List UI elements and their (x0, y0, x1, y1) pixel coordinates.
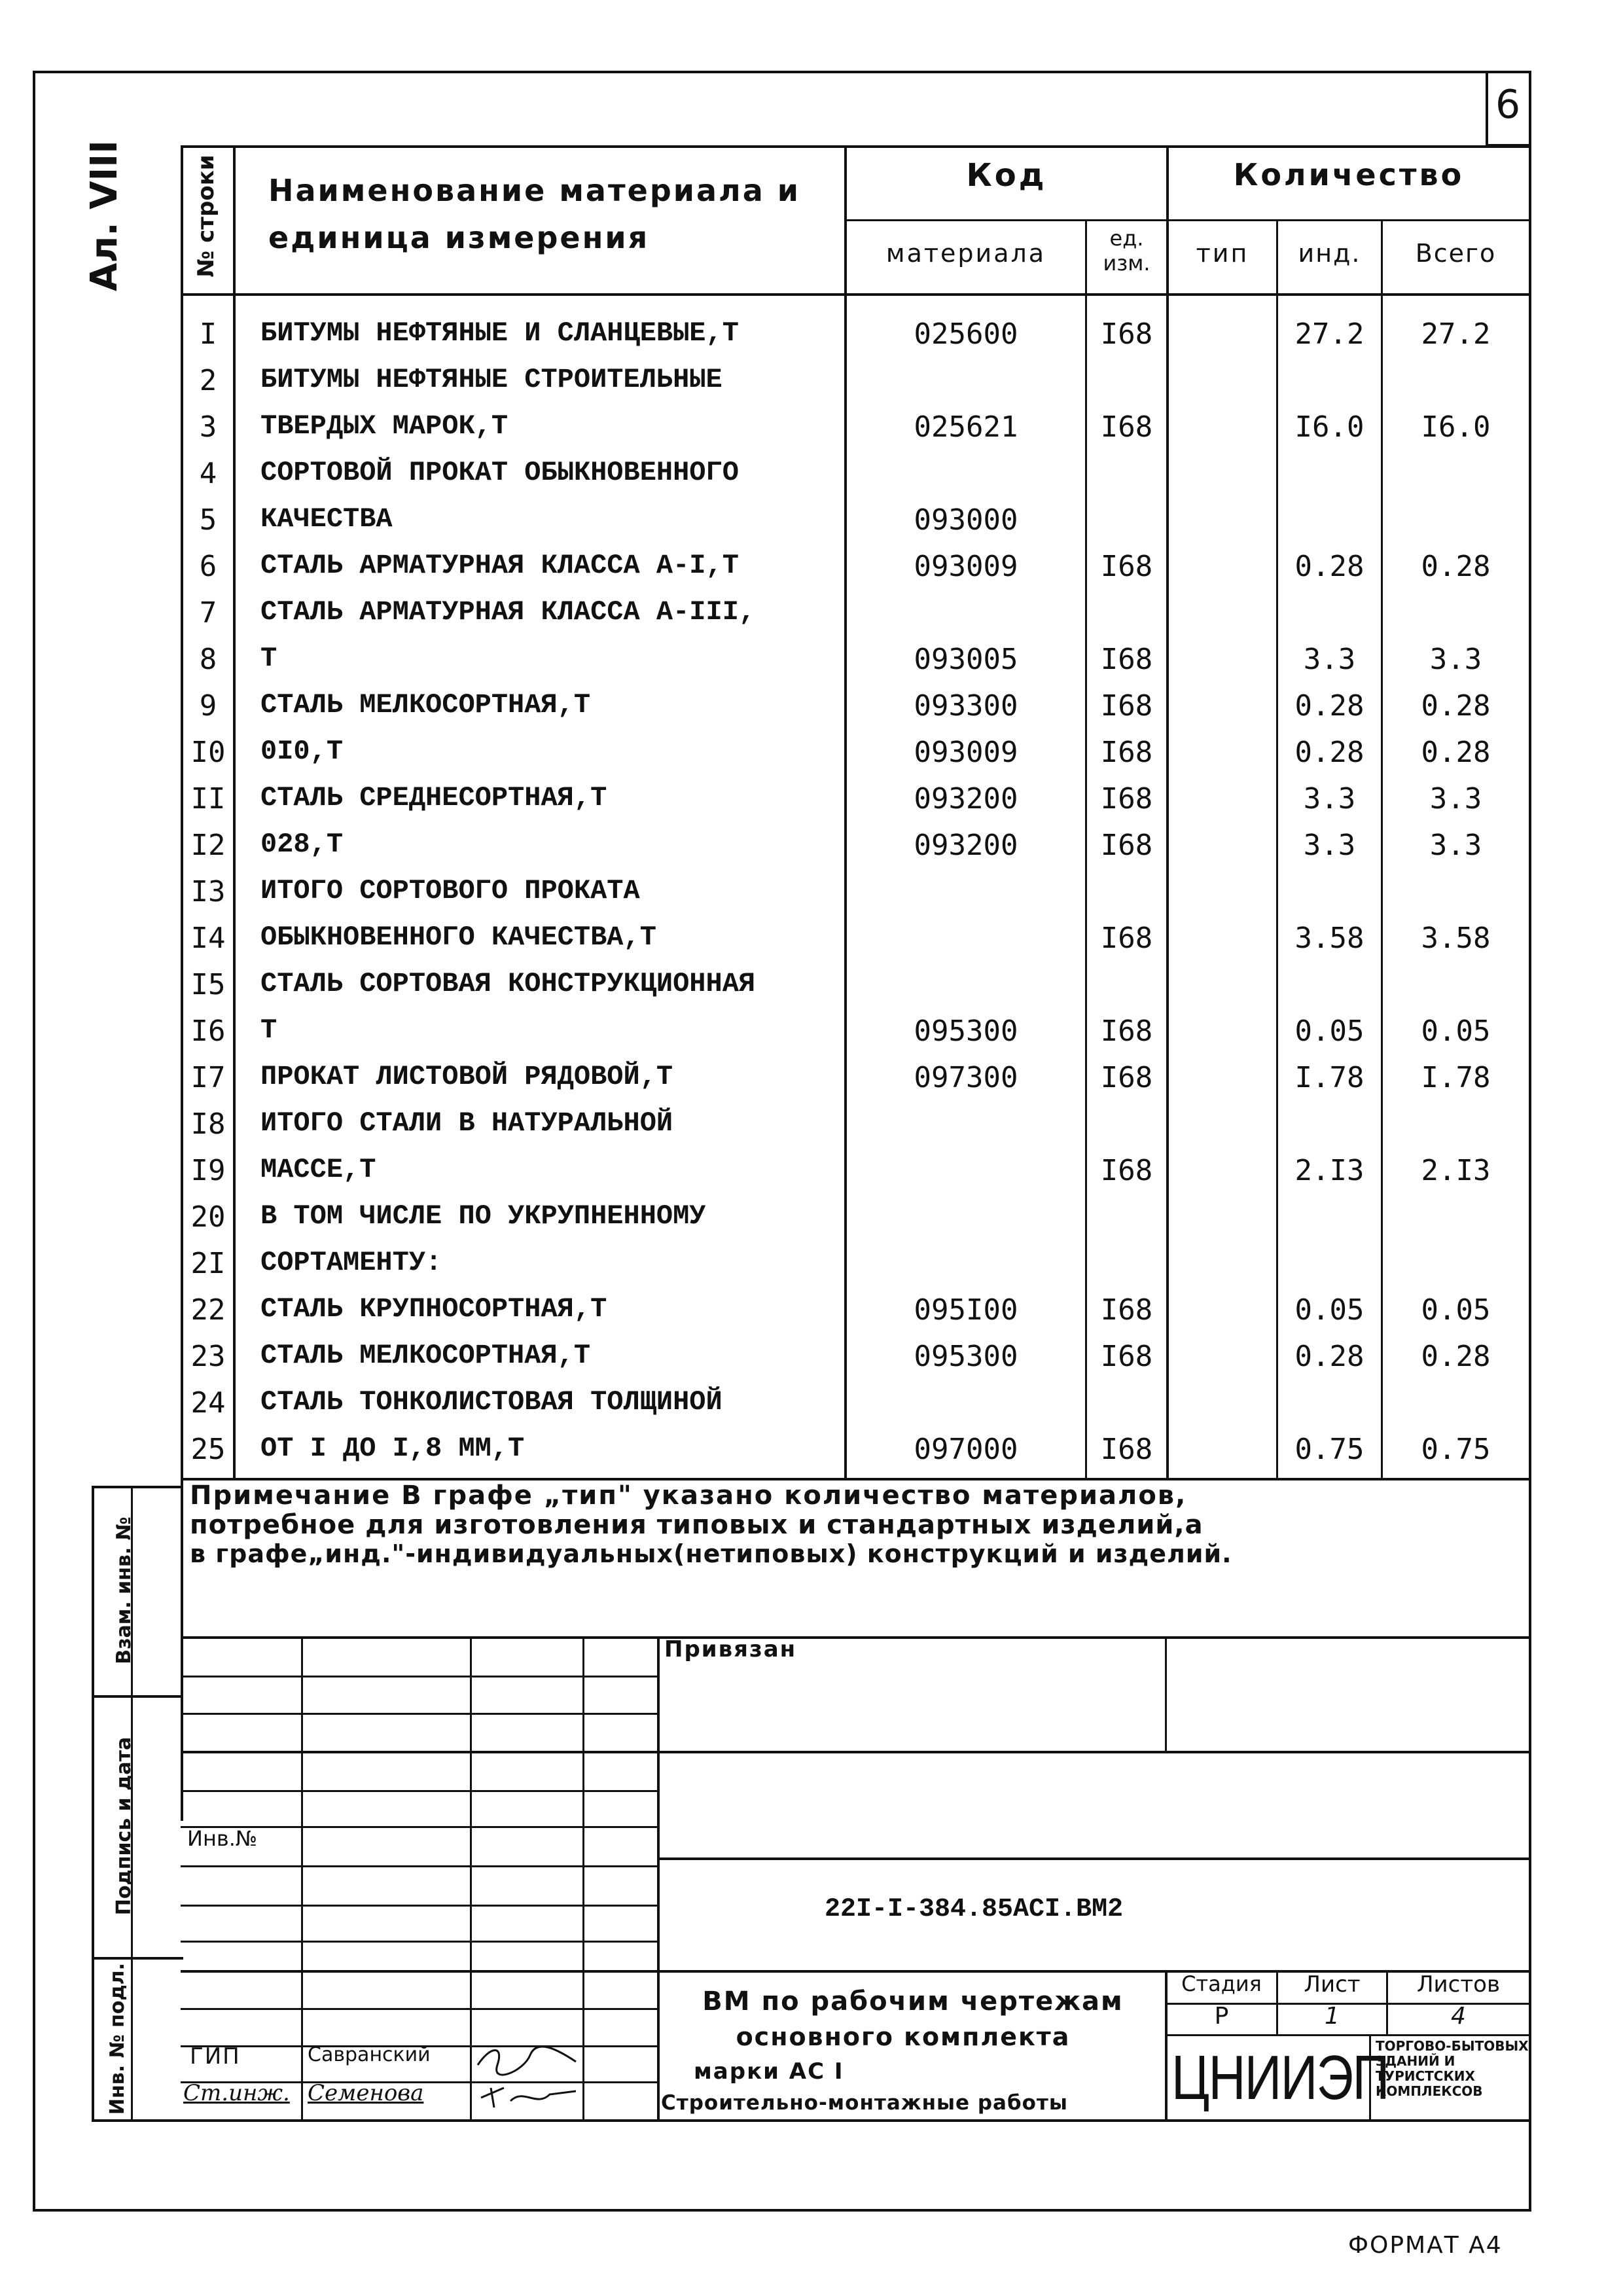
cell-name: ПРОКАТ ЛИСТОВОЙ РЯДОВОЙ,Т (260, 1061, 673, 1092)
cell-name: БИТУМЫ НЕФТЯНЫЕ СТРОИТЕЛЬНЫЕ (260, 364, 722, 395)
note-line-3: в графе„инд."-индивидуальных(нетиповых) конструкций и изделий. (190, 1539, 1232, 1568)
cell-name: СТАЛЬ СРЕДНЕСОРТНАЯ,Т (260, 782, 607, 814)
name-st-inzh: Семенова (308, 2080, 424, 2106)
cell-n: 4 (199, 457, 217, 490)
cell-name: СТАЛЬ КРУПНОСОРТНАЯ,Т (260, 1293, 607, 1325)
header-qty-ind: инд. (1298, 239, 1361, 268)
cell-unit: I68 (1100, 1061, 1153, 1094)
cell-name: ОТ I ДО I,8 ММ,Т (260, 1433, 525, 1464)
title-line-4: Строительно-монтажные работы (661, 2091, 1068, 2115)
cell-unit: I68 (1100, 1154, 1153, 1187)
cell-name: СОРТОВОЙ ПРОКАТ ОБЫКНОВЕННОГО (260, 457, 739, 488)
title-line-1: ВМ по рабочим чертежам (702, 1986, 1124, 2017)
cell-ind: 0.28 (1294, 550, 1364, 583)
cell-ind: 0.28 (1294, 736, 1364, 769)
cell-code: 093300 (914, 689, 1018, 723)
cell-code: 095300 (914, 1014, 1018, 1048)
header-qty-total: Всего (1415, 239, 1497, 268)
cell-name: СТАЛЬ СОРТОВАЯ КОНСТРУКЦИОННАЯ (260, 968, 756, 999)
note-line-2: потребное для изготовления типовых и стандартных изделий,а (190, 1510, 1204, 1540)
cell-name: ИТОГО СОРТОВОГО ПРОКАТА (260, 875, 640, 906)
sheet-label: Лист (1304, 1971, 1361, 1998)
cell-code: 093009 (914, 736, 1018, 769)
cell-ind: 0.28 (1294, 1340, 1364, 1373)
cell-unit: I68 (1100, 1340, 1153, 1373)
cell-ind: 0.28 (1294, 689, 1364, 723)
cell-unit: I68 (1100, 550, 1153, 583)
cell-ind: 0.05 (1294, 1014, 1364, 1048)
sheet-value: 1 (1325, 2003, 1340, 2030)
signature-1 (471, 2039, 582, 2078)
org-subtitle: ТОРГОВО-БЫТОВЫХ ЗДАНИЙ И ТУРИСТСКИХ КОМПЛЕКСОВ (1376, 2038, 1529, 2099)
cell-name: 0I0,Т (260, 736, 344, 767)
cell-n: II (190, 782, 226, 816)
cell-n: 9 (199, 689, 217, 723)
cell-unit: I68 (1100, 1433, 1153, 1466)
format-label: ФОРМАТ А4 (1348, 2232, 1503, 2259)
cell-n: I7 (190, 1061, 226, 1094)
cell-ind: I6.0 (1294, 410, 1364, 444)
side-label-vzam-inv: Взам. инв. № (113, 1516, 135, 1664)
cell-name: СТАЛЬ АРМАТУРНАЯ КЛАССА А-I,Т (260, 550, 739, 581)
cell-n: 20 (190, 1200, 226, 1234)
signature-2 (471, 2075, 582, 2114)
cell-ind: 3.3 (1303, 829, 1356, 862)
frame-left (33, 71, 35, 2211)
cell-code: 025600 (914, 317, 1018, 351)
cell-n: 6 (199, 550, 217, 583)
cell-unit: I68 (1100, 1014, 1153, 1048)
cell-total: 0.28 (1421, 689, 1491, 723)
title-line-3: марки АС I (694, 2058, 844, 2085)
cell-unit: I68 (1100, 782, 1153, 816)
role-st-inzh: Ст.инж. (183, 2080, 290, 2106)
cell-unit: I68 (1100, 643, 1153, 676)
cell-name: ТВЕРДЫХ МАРОК,Т (260, 410, 508, 442)
cell-name: ОБЫКНОВЕННОГО КАЧЕСТВА,Т (260, 922, 656, 953)
header-qty-type: тип (1196, 239, 1249, 268)
cell-unit: I68 (1100, 689, 1153, 723)
cell-n: 25 (190, 1433, 226, 1466)
cell-name: В ТОМ ЧИСЛЕ ПО УКРУПНЕННОМУ (260, 1200, 706, 1232)
cell-name: СОРТАМЕНТУ: (260, 1247, 442, 1278)
cell-ind: I.78 (1294, 1061, 1364, 1094)
cell-n: I8 (190, 1107, 226, 1141)
cell-unit: I68 (1100, 922, 1153, 955)
cell-total: I.78 (1421, 1061, 1491, 1094)
cell-ind: 3.3 (1303, 782, 1356, 816)
cell-total: 0.75 (1421, 1433, 1491, 1466)
cell-total: 0.28 (1421, 550, 1491, 583)
cell-total: I6.0 (1421, 410, 1491, 444)
cell-ind: 3.3 (1303, 643, 1356, 676)
cell-total: 0.28 (1421, 1340, 1491, 1373)
cell-total: 27.2 (1421, 317, 1491, 351)
cell-code: 093005 (914, 643, 1018, 676)
cell-name: ИТОГО СТАЛИ В НАТУРАЛЬНОЙ (260, 1107, 673, 1139)
privyazan-label: Привязан (664, 1636, 797, 1662)
name-gip: Савранский (308, 2043, 431, 2066)
doc-code: 22I-I-384.85АСI.ВМ2 (825, 1895, 1124, 1924)
cell-total: 3.3 (1429, 829, 1482, 862)
cell-ind: 27.2 (1294, 317, 1364, 351)
cell-n: I0 (190, 736, 226, 769)
cell-unit: I68 (1100, 1293, 1153, 1327)
cell-n: 8 (199, 643, 217, 676)
note-line-1: Примечание В графе „тип" указано количество материалов, (190, 1480, 1187, 1511)
cell-code: 097300 (914, 1061, 1018, 1094)
cell-name: МАССЕ,Т (260, 1154, 376, 1185)
cell-ind: 0.05 (1294, 1293, 1364, 1327)
cell-total: 2.I3 (1421, 1154, 1491, 1187)
cell-code: 093200 (914, 782, 1018, 816)
sheets-value: 4 (1451, 2003, 1466, 2030)
cell-ind: 3.58 (1294, 922, 1364, 955)
cell-code: 097000 (914, 1433, 1018, 1466)
cell-unit: I68 (1100, 829, 1153, 862)
cell-n: I6 (190, 1014, 226, 1048)
cell-name: СТАЛЬ ТОНКОЛИСТОВАЯ ТОЛЩИНОЙ (260, 1386, 722, 1418)
side-label-inv-podl: Инв. № подл. (106, 1962, 129, 2115)
cell-n: 2 (199, 364, 217, 397)
header-code: Код (966, 157, 1047, 194)
header-row-no: № строки (193, 154, 219, 278)
cell-n: I4 (190, 922, 226, 955)
header-quantity: Количество (1233, 157, 1465, 192)
cell-name: 028,Т (260, 829, 344, 860)
cell-n: I9 (190, 1154, 226, 1187)
cell-ind: 2.I3 (1294, 1154, 1364, 1187)
cell-n: I2 (190, 829, 226, 862)
cell-total: 0.05 (1421, 1014, 1491, 1048)
frame-top (33, 71, 1531, 73)
page-number: 6 (1495, 82, 1521, 128)
cell-name: Т (260, 643, 277, 674)
cell-unit: I68 (1100, 410, 1153, 444)
cell-code: 093200 (914, 829, 1018, 862)
cell-total: 3.3 (1429, 782, 1482, 816)
cell-unit: I68 (1100, 317, 1153, 351)
org-logo: ЦНИИЭП (1171, 2043, 1389, 2113)
header-code-material: материала (885, 239, 1046, 268)
cell-name: БИТУМЫ НЕФТЯНЫЕ И СЛАНЦЕВЫЕ,Т (260, 317, 739, 349)
cell-ind: 0.75 (1294, 1433, 1364, 1466)
cell-name: Т (260, 1014, 277, 1046)
cell-name: СТАЛЬ МЕЛКОСОРТНАЯ,Т (260, 1340, 591, 1371)
cell-code: 025621 (914, 410, 1018, 444)
header-name: Наименование материала и единица измерения (268, 173, 801, 255)
cell-n: 3 (199, 410, 217, 444)
cell-n: 22 (190, 1293, 226, 1327)
title-line-2: основного комплекта (736, 2022, 1071, 2051)
cell-name: СТАЛЬ АРМАТУРНАЯ КЛАССА А-III, (260, 596, 756, 628)
side-code: Ал. VIII (83, 140, 126, 291)
cell-total: 3.58 (1421, 922, 1491, 955)
cell-n: 23 (190, 1340, 226, 1373)
frame-bottom (33, 2209, 1531, 2212)
cell-total: 3.3 (1429, 643, 1482, 676)
cell-code: 093000 (914, 503, 1018, 537)
header-code-unit: ед. изм. (1103, 226, 1150, 276)
cell-code: 093009 (914, 550, 1018, 583)
cell-n: 24 (190, 1386, 226, 1420)
cell-total: 0.05 (1421, 1293, 1491, 1327)
cell-total: 0.28 (1421, 736, 1491, 769)
cell-code: 095I00 (914, 1293, 1018, 1327)
cell-n: 5 (199, 503, 217, 537)
cell-n: 2I (190, 1247, 226, 1280)
role-gip: ГИП (190, 2043, 241, 2070)
stage-value: Р (1214, 2003, 1229, 2030)
stage-label: Стадия (1181, 1971, 1262, 1996)
inv-no-label: Инв.№ (187, 1826, 258, 1851)
sheets-label: Листов (1416, 1971, 1500, 1998)
cell-n: I5 (190, 968, 226, 1001)
cell-n: 7 (199, 596, 217, 630)
cell-name: КАЧЕСТВА (260, 503, 393, 535)
cell-n: I3 (190, 875, 226, 908)
cell-n: I (199, 317, 217, 351)
cell-code: 095300 (914, 1340, 1018, 1373)
side-label-podpis: Подпись и дата (113, 1736, 135, 1916)
cell-name: СТАЛЬ МЕЛКОСОРТНАЯ,Т (260, 689, 591, 721)
cell-unit: I68 (1100, 736, 1153, 769)
